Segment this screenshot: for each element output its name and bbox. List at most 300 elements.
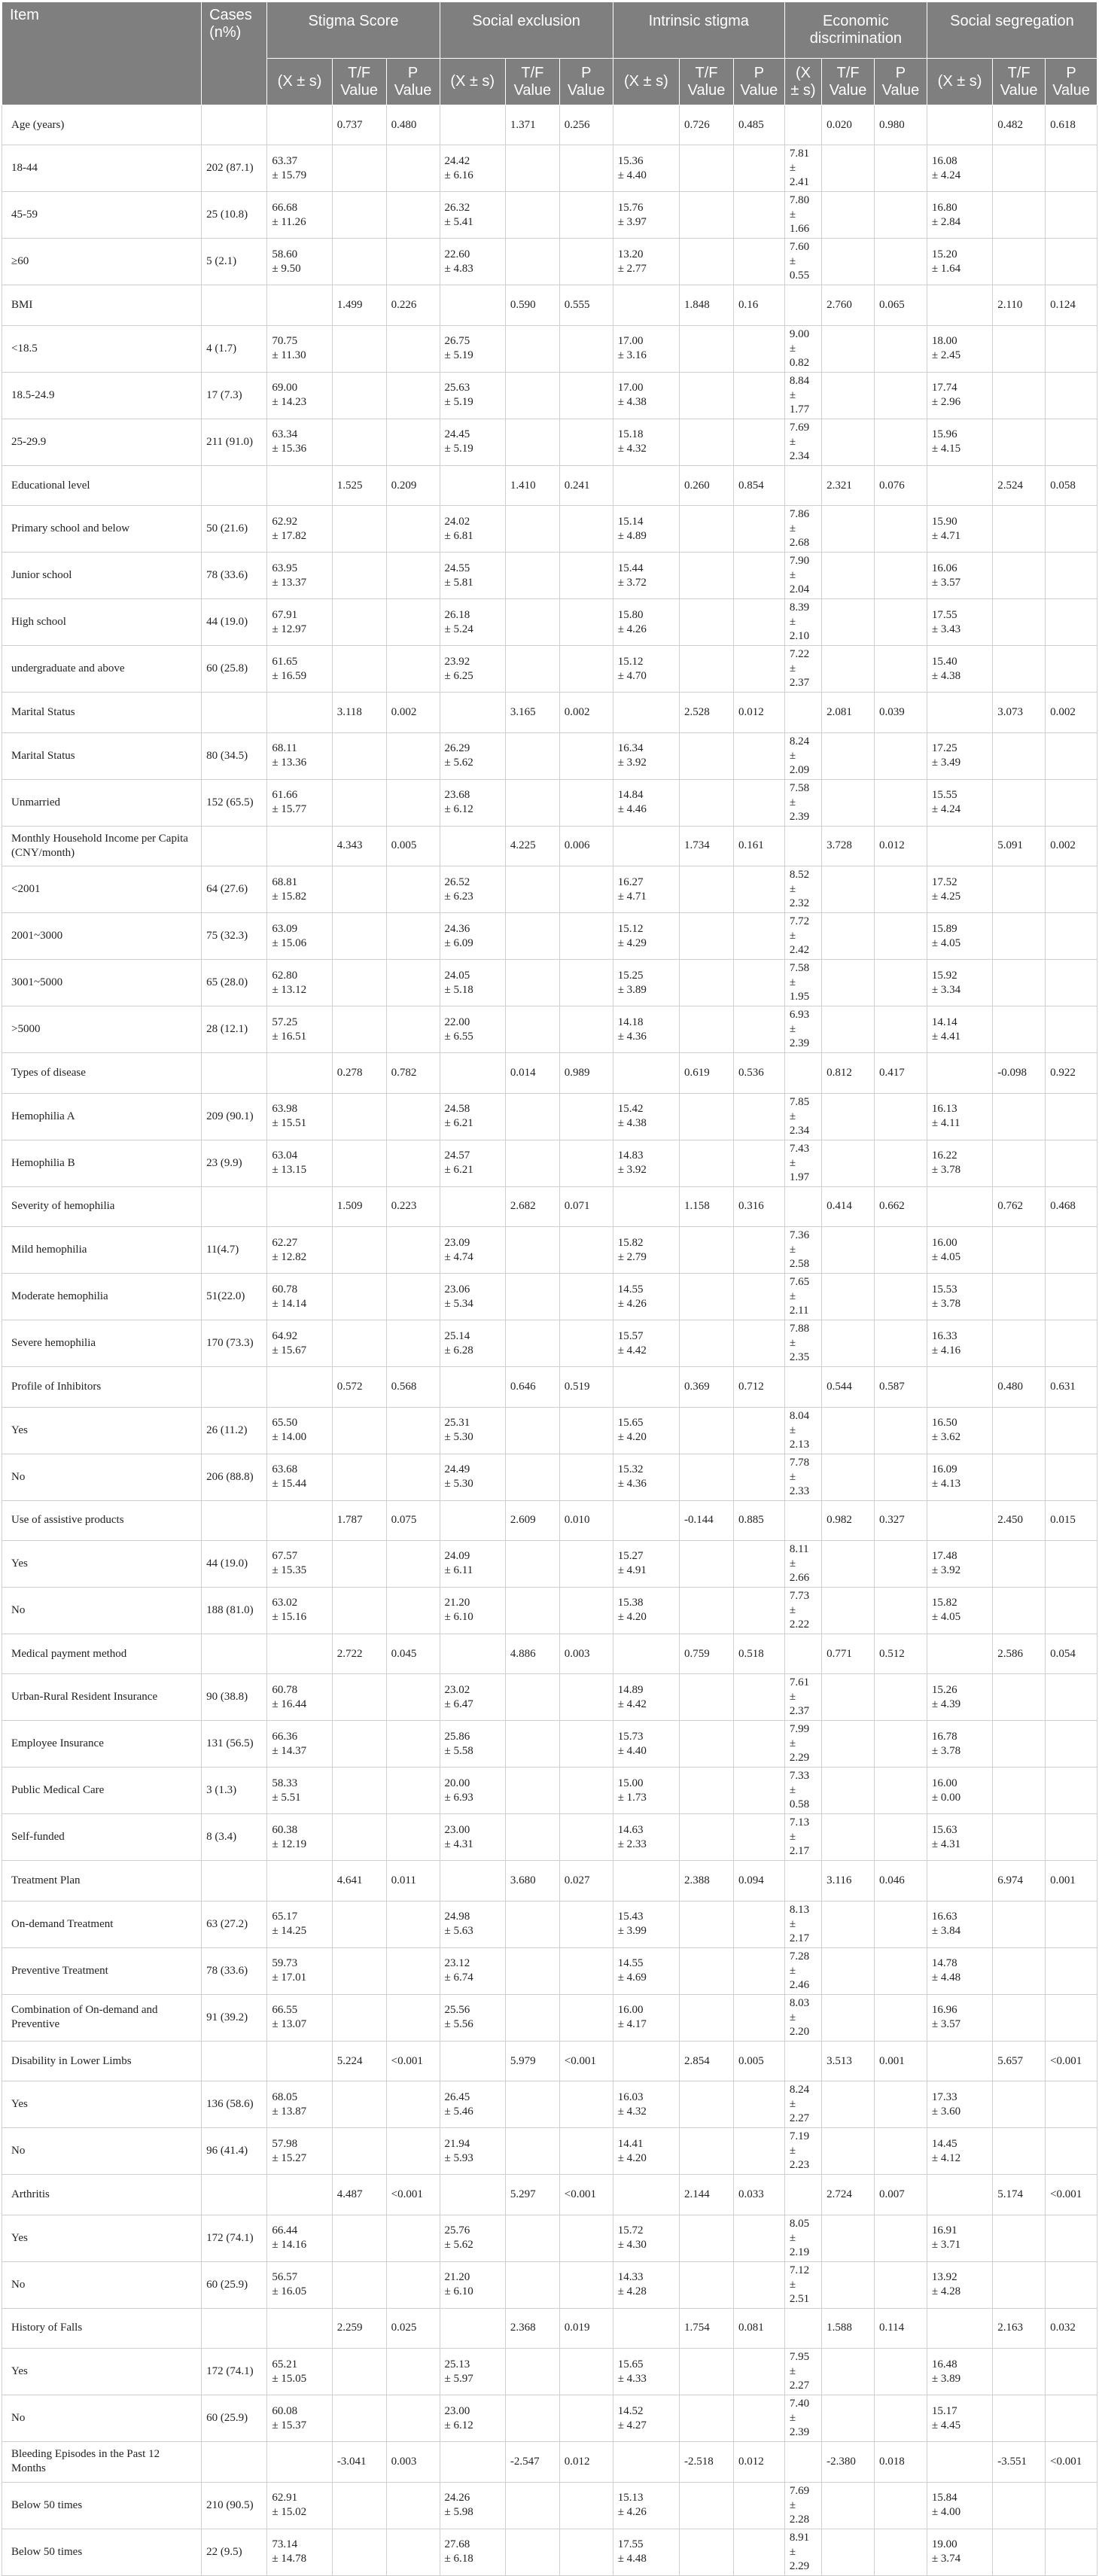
tf-value-cell: [505, 2081, 559, 2128]
row-item: Treatment Plan: [2, 1861, 202, 1901]
mean-sd-line: ± 4.11: [931, 1117, 960, 1130]
mean-sd-line: ± 3.84: [931, 1925, 961, 1938]
mean-sd-cell: [927, 1053, 992, 1093]
mean-sd-line: 8.91: [789, 2531, 810, 2544]
row-cases: [202, 1500, 267, 1540]
mean-sd-cell: [267, 285, 332, 325]
mean-sd-cell: [613, 553, 679, 599]
mean-sd-line: ± 4.12: [931, 2151, 961, 2164]
tf-value-cell: [993, 1994, 1046, 2041]
p-value-cell: [733, 372, 784, 419]
mean-sd-cell: [784, 325, 821, 372]
tf-value-cell: 2.450: [993, 1500, 1046, 1540]
tf-value-cell: [993, 1721, 1046, 1768]
tf-value-cell: [332, 1587, 386, 1634]
mean-sd-cell: [267, 1454, 332, 1500]
mean-sd-cell: [784, 1093, 821, 1140]
mean-sd-cell: [440, 1053, 505, 1093]
mean-sd-cell: [440, 866, 505, 913]
row-item: 3001~5000: [2, 960, 202, 1006]
p-value-cell: [874, 239, 927, 285]
p-value-cell: [559, 2395, 613, 2442]
p-value-cell: [874, 913, 927, 960]
tf-value-cell: [822, 1227, 875, 1274]
row-cases: [202, 465, 267, 505]
table-row: [2, 826, 1097, 866]
p-value-cell: [733, 1814, 784, 1861]
mean-sd-cell: [927, 1500, 992, 1540]
tf-value-cell: -3.041: [332, 2442, 386, 2482]
table-header: [2, 2, 1097, 105]
row-item: Mild hemophilia: [2, 1227, 202, 1274]
mean-sd-line: 15.55: [931, 789, 957, 802]
tf-value-cell: [332, 1320, 386, 1367]
mean-sd-cell: [267, 2175, 332, 2215]
tf-value-cell: [680, 1093, 734, 1140]
tf-value-cell: [822, 913, 875, 960]
p-value-cell: [559, 192, 613, 239]
tf-value-cell: [680, 1994, 734, 2041]
mean-sd-line: ± 4.27: [617, 2419, 647, 2431]
mean-sd-line: ± 4.40: [617, 1744, 647, 1757]
tf-value-cell: [993, 779, 1046, 826]
mean-sd-line: ± 1.66: [789, 209, 810, 236]
mean-sd-cell: [784, 693, 821, 732]
row-item: ≥60: [2, 239, 202, 285]
mean-sd-line: ± 6.10: [444, 2285, 473, 2298]
table-row: [2, 1540, 1097, 1587]
mean-sd-line: ± 3.60: [931, 2105, 961, 2118]
table-row: [2, 1093, 1097, 1140]
mean-sd-cell: [927, 1721, 992, 1768]
mean-sd-line: 73.14: [272, 2538, 298, 2551]
table-row: [2, 1367, 1097, 1407]
tf-value-cell: [680, 145, 734, 192]
mean-sd-line: ± 15.77: [272, 803, 307, 816]
tf-value-cell: [822, 1454, 875, 1500]
tf-value-cell: [505, 2128, 559, 2175]
table-row: [2, 2529, 1097, 2575]
p-value-cell: 0.662: [874, 1186, 927, 1226]
p-value-cell: [559, 2529, 613, 2575]
p-value-cell: [1046, 732, 1097, 779]
row-item: Below 50 times: [2, 2529, 202, 2575]
p-value-cell: [733, 553, 784, 599]
mean-sd-cell: [440, 239, 505, 285]
p-value-cell: [733, 1947, 784, 1994]
mean-sd-line: 8.39: [789, 601, 810, 614]
p-value-cell: 0.012: [733, 2442, 784, 2482]
mean-sd-cell: [927, 192, 992, 239]
mean-sd-line: ± 4.39: [931, 1698, 961, 1710]
mean-sd-cell: [613, 239, 679, 285]
mean-sd-line: ± 4.26: [617, 2506, 647, 2519]
mean-sd-line: ± 2.13: [789, 1423, 810, 1451]
mean-sd-line: ± 5.63: [444, 1925, 473, 1938]
row-cases: 22 (9.5): [202, 2529, 267, 2575]
p-value-cell: [733, 779, 784, 826]
tf-value-cell: [505, 1227, 559, 1274]
mean-sd-cell: [267, 1186, 332, 1226]
mean-sd-line: ± 5.62: [444, 757, 473, 769]
tf-value-cell: [993, 599, 1046, 646]
mean-sd-line: ± 4.29: [617, 936, 647, 949]
p-value-cell: [559, 1901, 613, 1947]
row-item: Hemophilia A: [2, 1093, 202, 1140]
row-cases: 80 (34.5): [202, 732, 267, 779]
mean-sd-line: 7.36: [789, 1229, 810, 1242]
mean-sd-line: ± 4.89: [617, 529, 647, 542]
mean-sd-cell: [784, 1947, 821, 1994]
mean-sd-line: ± 1.77: [789, 388, 810, 416]
row-cases: [202, 1053, 267, 1093]
mean-sd-cell: [267, 826, 332, 866]
row-cases: [202, 1367, 267, 1407]
mean-sd-line: 65.17: [272, 1911, 298, 1923]
p-value-cell: [559, 1768, 613, 1814]
tf-value-cell: [680, 2215, 734, 2261]
mean-sd-cell: [440, 2395, 505, 2442]
row-item: Hemophilia B: [2, 1140, 202, 1186]
mean-sd-cell: [267, 960, 332, 1006]
p-value-cell: 0.327: [874, 1500, 927, 1540]
mean-sd-line: 14.41: [617, 2137, 644, 2150]
row-cases: 152 (65.5): [202, 779, 267, 826]
p-value-cell: [386, 145, 440, 192]
mean-sd-cell: [784, 1407, 821, 1454]
p-value-cell: [874, 2349, 927, 2395]
tf-value-cell: 2.081: [822, 693, 875, 732]
mean-sd-line: 17.00: [617, 382, 644, 394]
mean-sd-cell: [927, 1861, 992, 1901]
mean-sd-line: ± 4.20: [617, 1611, 647, 1624]
mean-sd-line: 7.69: [789, 2484, 810, 2497]
p-value-cell: [874, 1140, 927, 1186]
mean-sd-line: ± 11.26: [272, 215, 306, 228]
tf-value-cell: 5.224: [332, 2041, 386, 2081]
mean-sd-line: ± 13.15: [272, 1164, 307, 1177]
mean-sd-cell: [267, 372, 332, 419]
mean-sd-line: 67.57: [272, 1550, 298, 1563]
header-cases: Cases (n%): [202, 2, 267, 105]
mean-sd-line: 63.09: [272, 922, 298, 935]
mean-sd-line: 17.25: [931, 742, 957, 755]
mean-sd-cell: [784, 1721, 821, 1768]
tf-value-cell: [993, 866, 1046, 913]
tf-value-cell: 4.343: [332, 826, 386, 866]
mean-sd-line: ± 4.05: [931, 936, 961, 949]
tf-value-cell: [680, 1407, 734, 1454]
tf-value-cell: 5.979: [505, 2041, 559, 2081]
tf-value-cell: [332, 1274, 386, 1320]
mean-sd-cell: [440, 2081, 505, 2128]
tf-value-cell: [993, 960, 1046, 1006]
mean-sd-line: ± 2.33: [617, 1838, 647, 1850]
tf-value-cell: 0.544: [822, 1367, 875, 1407]
mean-sd-line: ± 4.32: [617, 443, 647, 455]
tf-value-cell: [505, 1454, 559, 1500]
mean-sd-line: ± 4.28: [931, 2285, 961, 2298]
mean-sd-line: ± 2.66: [789, 1557, 810, 1584]
mean-sd-line: ± 2.10: [789, 616, 810, 643]
table-row: [2, 2349, 1097, 2395]
tf-value-cell: [505, 1947, 559, 1994]
tf-value-cell: 4.886: [505, 1634, 559, 1673]
p-value-cell: [733, 732, 784, 779]
mean-sd-cell: [927, 506, 992, 553]
tf-value-cell: [505, 192, 559, 239]
p-value-cell: [386, 2529, 440, 2575]
p-value-cell: [874, 2215, 927, 2261]
tf-value-cell: 1.787: [332, 1500, 386, 1540]
mean-sd-line: ± 13.12: [272, 983, 307, 996]
p-value-cell: 0.071: [559, 1186, 613, 1226]
mean-sd-cell: [267, 2529, 332, 2575]
tf-value-cell: [822, 1540, 875, 1587]
p-value-cell: [1046, 913, 1097, 960]
mean-sd-cell: [927, 1634, 992, 1673]
p-value-cell: 0.618: [1046, 105, 1097, 145]
p-value-cell: 0.16: [733, 285, 784, 325]
mean-sd-line: 14.18: [617, 1015, 644, 1028]
row-item: Profile of Inhibitors: [2, 1367, 202, 1407]
p-value-cell: [733, 1768, 784, 1814]
mean-sd-line: ± 3.89: [617, 983, 647, 996]
mean-sd-cell: [927, 599, 992, 646]
mean-sd-line: 16.08: [931, 154, 957, 167]
mean-sd-cell: [267, 239, 332, 285]
tf-value-cell: 2.760: [822, 285, 875, 325]
tf-value-cell: [332, 553, 386, 599]
table-row: [2, 1814, 1097, 1861]
tf-value-cell: [822, 1407, 875, 1454]
p-value-cell: 0.002: [1046, 826, 1097, 866]
tf-value-cell: 1.734: [680, 826, 734, 866]
mean-sd-line: 16.00: [931, 1236, 957, 1249]
mean-sd-cell: [267, 1947, 332, 1994]
p-value-cell: [559, 506, 613, 553]
table-row: [2, 1674, 1097, 1721]
mean-sd-line: 7.12: [789, 2264, 810, 2276]
tf-value-cell: [993, 2349, 1046, 2395]
mean-sd-line: 7.69: [789, 421, 810, 434]
mean-sd-cell: [784, 2081, 821, 2128]
mean-sd-line: 23.02: [444, 1683, 470, 1696]
tf-value-cell: 3.513: [822, 2041, 875, 2081]
p-value-cell: 0.006: [559, 826, 613, 866]
mean-sd-line: ± 2.19: [789, 2231, 810, 2258]
mean-sd-cell: [927, 913, 992, 960]
mean-sd-cell: [927, 2395, 992, 2442]
tf-value-cell: 0.260: [680, 465, 734, 505]
mean-sd-cell: [267, 913, 332, 960]
tf-value-cell: 0.726: [680, 105, 734, 145]
mean-sd-line: ± 6.21: [444, 1117, 473, 1130]
mean-sd-line: ± 4.41: [931, 1030, 961, 1043]
p-value-cell: 0.032: [1046, 2308, 1097, 2348]
p-value-cell: [386, 1093, 440, 1140]
mean-sd-line: 58.60: [272, 248, 298, 260]
tf-value-cell: 1.509: [332, 1186, 386, 1226]
p-value-cell: [386, 1901, 440, 1947]
mean-sd-line: 14.45: [931, 2137, 957, 2150]
tf-value-cell: [505, 1540, 559, 1587]
row-item: 18-44: [2, 145, 202, 192]
row-cases: 172 (74.1): [202, 2349, 267, 2395]
tf-value-cell: 2.586: [993, 1634, 1046, 1673]
tf-value-cell: [822, 1674, 875, 1721]
mean-sd-line: 63.04: [272, 1149, 298, 1162]
mean-sd-line: ± 2.46: [789, 1964, 810, 1991]
mean-sd-cell: [784, 1634, 821, 1673]
p-value-cell: 0.003: [386, 2442, 440, 2482]
tf-value-cell: [505, 1721, 559, 1768]
tf-value-cell: 1.410: [505, 465, 559, 505]
mean-sd-line: 14.84: [617, 789, 644, 802]
mean-sd-cell: [613, 1994, 679, 2041]
mean-sd-cell: [927, 646, 992, 693]
mean-sd-cell: [784, 2529, 821, 2575]
tf-value-cell: 0.737: [332, 105, 386, 145]
mean-sd-line: 15.18: [617, 428, 644, 441]
tf-value-cell: [993, 1093, 1046, 1140]
mean-sd-line: ± 11.30: [272, 349, 306, 362]
mean-sd-line: 15.32: [617, 1463, 644, 1475]
row-item: No: [2, 1454, 202, 1500]
mean-sd-cell: [613, 1320, 679, 1367]
mean-sd-line: ± 5.30: [444, 1431, 473, 1443]
tf-value-cell: [680, 2349, 734, 2395]
mean-sd-cell: [267, 646, 332, 693]
p-value-cell: 0.001: [874, 2041, 927, 2081]
mean-sd-cell: [267, 1768, 332, 1814]
mean-sd-line: ± 1.73: [617, 1791, 647, 1804]
tf-value-cell: 0.982: [822, 1500, 875, 1540]
tf-value-cell: 2.368: [505, 2308, 559, 2348]
mean-sd-line: ± 4.20: [617, 1431, 647, 1443]
mean-sd-line: 22.60: [444, 248, 470, 260]
mean-sd-line: 7.28: [789, 1950, 810, 1962]
row-cases: 78 (33.6): [202, 1947, 267, 1994]
tf-value-cell: [822, 1994, 875, 2041]
mean-sd-line: 14.52: [617, 2404, 644, 2417]
mean-sd-line: ± 2.29: [789, 1737, 810, 1765]
mean-sd-cell: [927, 1320, 992, 1367]
p-value-cell: [386, 913, 440, 960]
table-row: [2, 2261, 1097, 2308]
row-item: Urban-Rural Resident Insurance: [2, 1674, 202, 1721]
p-value-cell: [1046, 419, 1097, 465]
tf-value-cell: 6.974: [993, 1861, 1046, 1901]
p-value-cell: [733, 2215, 784, 2261]
row-cases: 5 (2.1): [202, 239, 267, 285]
mean-sd-line: ± 5.51: [272, 1791, 301, 1804]
row-cases: 170 (73.3): [202, 1320, 267, 1367]
mean-sd-line: 23.00: [444, 1823, 470, 1836]
mean-sd-line: ± 12.82: [272, 1250, 307, 1263]
mean-sd-line: ± 3.92: [617, 1164, 647, 1177]
mean-sd-line: 7.65: [789, 1276, 810, 1289]
mean-sd-line: ± 4.17: [617, 2018, 647, 2031]
mean-sd-cell: [927, 866, 992, 913]
p-value-cell: <0.001: [559, 2041, 613, 2081]
mean-sd-cell: [440, 325, 505, 372]
tf-value-cell: 2.144: [680, 2175, 734, 2215]
p-value-cell: 0.316: [733, 1186, 784, 1226]
mean-sd-cell: [267, 732, 332, 779]
mean-sd-line: 15.90: [931, 515, 957, 528]
mean-sd-line: ± 5.19: [444, 443, 473, 455]
mean-sd-line: 24.55: [444, 562, 470, 574]
p-value-cell: 0.012: [733, 693, 784, 732]
row-cases: 60 (25.9): [202, 2261, 267, 2308]
mean-sd-line: 15.42: [617, 1103, 644, 1116]
mean-sd-cell: [440, 1540, 505, 1587]
mean-sd-line: 66.44: [272, 2224, 298, 2237]
table-row: [2, 2215, 1097, 2261]
mean-sd-line: ± 2.68: [789, 522, 810, 550]
mean-sd-line: ± 2.58: [789, 1244, 810, 1271]
row-cases: 25 (10.8): [202, 192, 267, 239]
p-value-cell: [559, 419, 613, 465]
mean-sd-cell: [784, 553, 821, 599]
p-value-cell: [733, 1674, 784, 1721]
mean-sd-line: ± 5.34: [444, 1297, 473, 1310]
mean-sd-line: 8.24: [789, 735, 810, 748]
mean-sd-cell: [784, 599, 821, 646]
p-value-cell: [386, 1674, 440, 1721]
mean-sd-cell: [927, 826, 992, 866]
mean-sd-cell: [784, 1768, 821, 1814]
p-value-cell: 0.045: [386, 1634, 440, 1673]
p-value-cell: [1046, 1721, 1097, 1768]
mean-sd-cell: [927, 1093, 992, 1140]
row-cases: [202, 693, 267, 732]
mean-sd-cell: [927, 779, 992, 826]
mean-sd-cell: [784, 1994, 821, 2041]
p-value-cell: [1046, 2128, 1097, 2175]
mean-sd-line: ± 3.99: [617, 1925, 647, 1938]
subheader-mean-sd: (X ± s): [440, 59, 505, 105]
mean-sd-line: 15.53: [931, 1283, 957, 1296]
mean-sd-line: 16.03: [617, 2090, 644, 2103]
mean-sd-line: ± 14.23: [272, 396, 307, 409]
mean-sd-line: 15.43: [617, 1911, 644, 1923]
table-row: [2, 1227, 1097, 1274]
row-item: Yes: [2, 2349, 202, 2395]
table-row: [2, 1274, 1097, 1320]
p-value-cell: [1046, 1140, 1097, 1186]
tf-value-cell: [332, 2261, 386, 2308]
p-value-cell: [874, 1994, 927, 2041]
p-value-cell: [1046, 1587, 1097, 1634]
tf-value-cell: [332, 1140, 386, 1186]
mean-sd-cell: [784, 2175, 821, 2215]
tf-value-cell: [680, 506, 734, 553]
mean-sd-line: 15.89: [931, 922, 957, 935]
tf-value-cell: [332, 1814, 386, 1861]
tf-value-cell: [680, 1721, 734, 1768]
p-value-cell: 0.980: [874, 105, 927, 145]
tf-value-cell: 1.371: [505, 105, 559, 145]
p-value-cell: [1046, 2349, 1097, 2395]
p-value-cell: [874, 1947, 927, 1994]
mean-sd-cell: [927, 1274, 992, 1320]
table-row: [2, 2395, 1097, 2442]
mean-sd-cell: [927, 2215, 992, 2261]
table-row: [2, 732, 1097, 779]
mean-sd-line: 16.34: [617, 742, 644, 755]
